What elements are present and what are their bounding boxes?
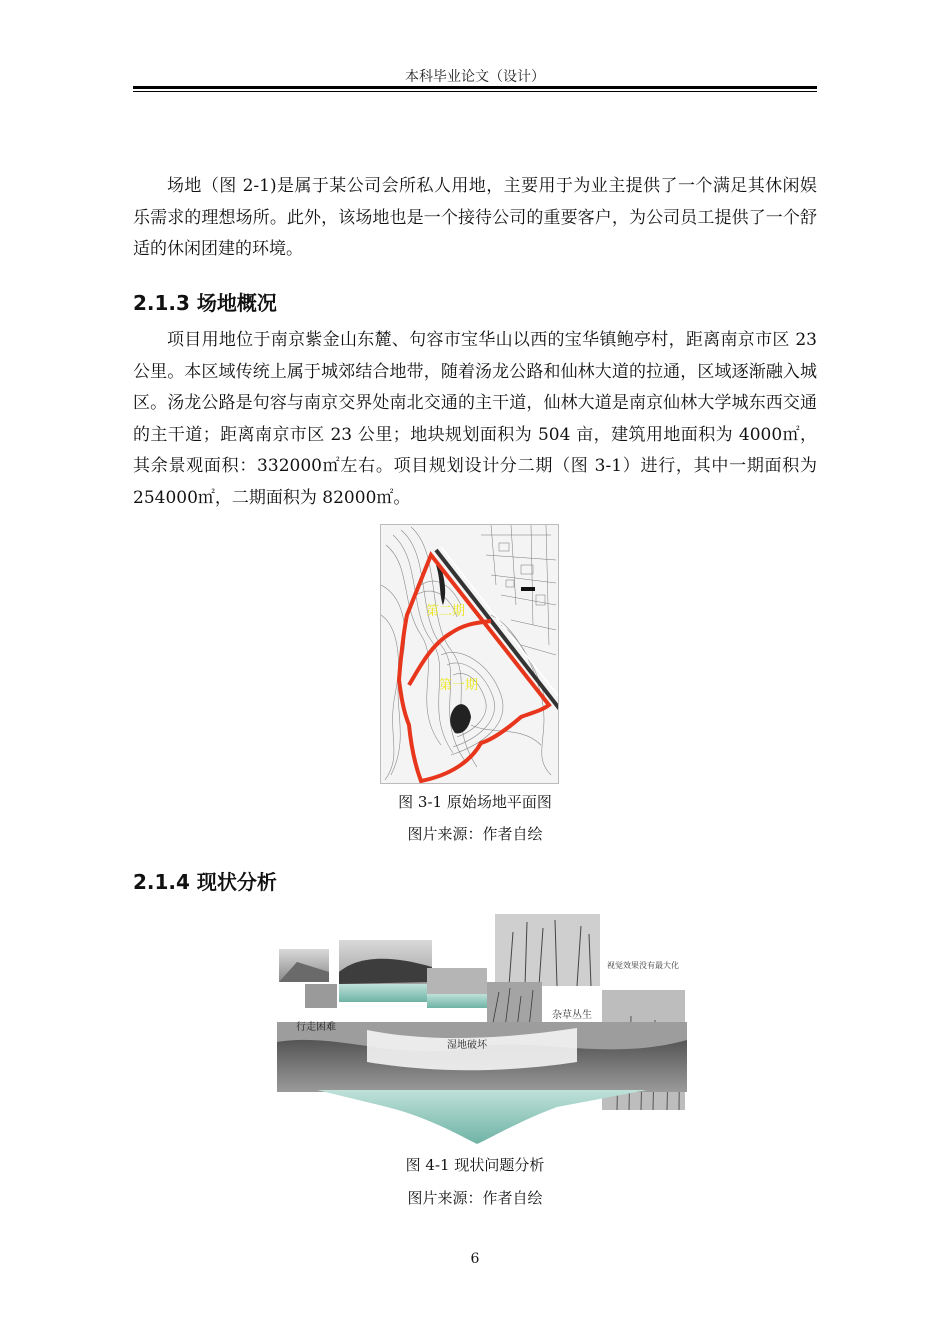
header-rule-thin <box>133 91 817 92</box>
intro-paragraph: 场地（图 2-1)是属于某公司会所私人用地，主要用于为业主提供了一个满足其休闲娱乐需求的理想场所。此外，该场地也是一个接待公司的重要客户，为公司员工提供了一个舒适的休闲团建的环境。 <box>133 176 817 259</box>
figure-3-1-source: 图片来源：作者自绘 <box>407 825 543 843</box>
annotation-walk: 行走困难 <box>296 1022 336 1033</box>
photo-path-2 <box>305 984 337 1008</box>
figure-4-1-caption: 图 4-1 现状问题分析 <box>405 1156 545 1174</box>
status-collage <box>277 912 687 1144</box>
site-plan-map <box>381 525 558 783</box>
header-rule-thick <box>133 86 817 89</box>
site-overview-paragraph: 项目用地位于南京紫金山东麓、句容市宝华山以西的宝华镇鲍亭村，距离南京市区 23 公里。本区域传统上属于城郊结合地带，随着汤龙公路和仙林大道的拉通，区域逐渐融入城区。汤龙公路是句容与南京交界处南北交通的主干道，仙林大道是南京仙林大学城东西交通的主干道；距离南京市区 23 公里；地块规划面积为 504 亩，建筑用地面积为 4000㎡，其余景观面积：332000㎡左右。项目规划设计分二期（图 3-1）进行，其中一期面积为 254000㎡，二期面积为 82000㎡。 <box>133 330 817 508</box>
section-heading-2-1-4: 2.1.4 现状分析 <box>133 870 277 894</box>
annotation-view: 视觉效果没有最大化 <box>607 961 679 970</box>
scale-bar <box>521 587 535 591</box>
page-header: 本科毕业论文（设计） <box>405 69 545 85</box>
phase-1-label: 第一期 <box>439 678 479 693</box>
figure-4-1-source: 图片来源：作者自绘 <box>407 1189 543 1207</box>
site-plan-figure <box>380 524 559 784</box>
phase-2-label: 第二期 <box>426 604 466 619</box>
status-analysis-figure <box>277 912 687 1144</box>
figure-3-1-caption: 图 3-1 原始场地平面图 <box>398 793 552 811</box>
section-heading-2-1-3: 2.1.3 场地概况 <box>133 291 277 315</box>
photo-weeds <box>487 982 542 1028</box>
photo-forest <box>495 914 600 986</box>
annotation-weeds: 杂草丛生 <box>552 1010 592 1021</box>
page-number: 6 <box>470 1251 480 1267</box>
annotation-wetland: 湿地破坏 <box>447 1040 487 1051</box>
